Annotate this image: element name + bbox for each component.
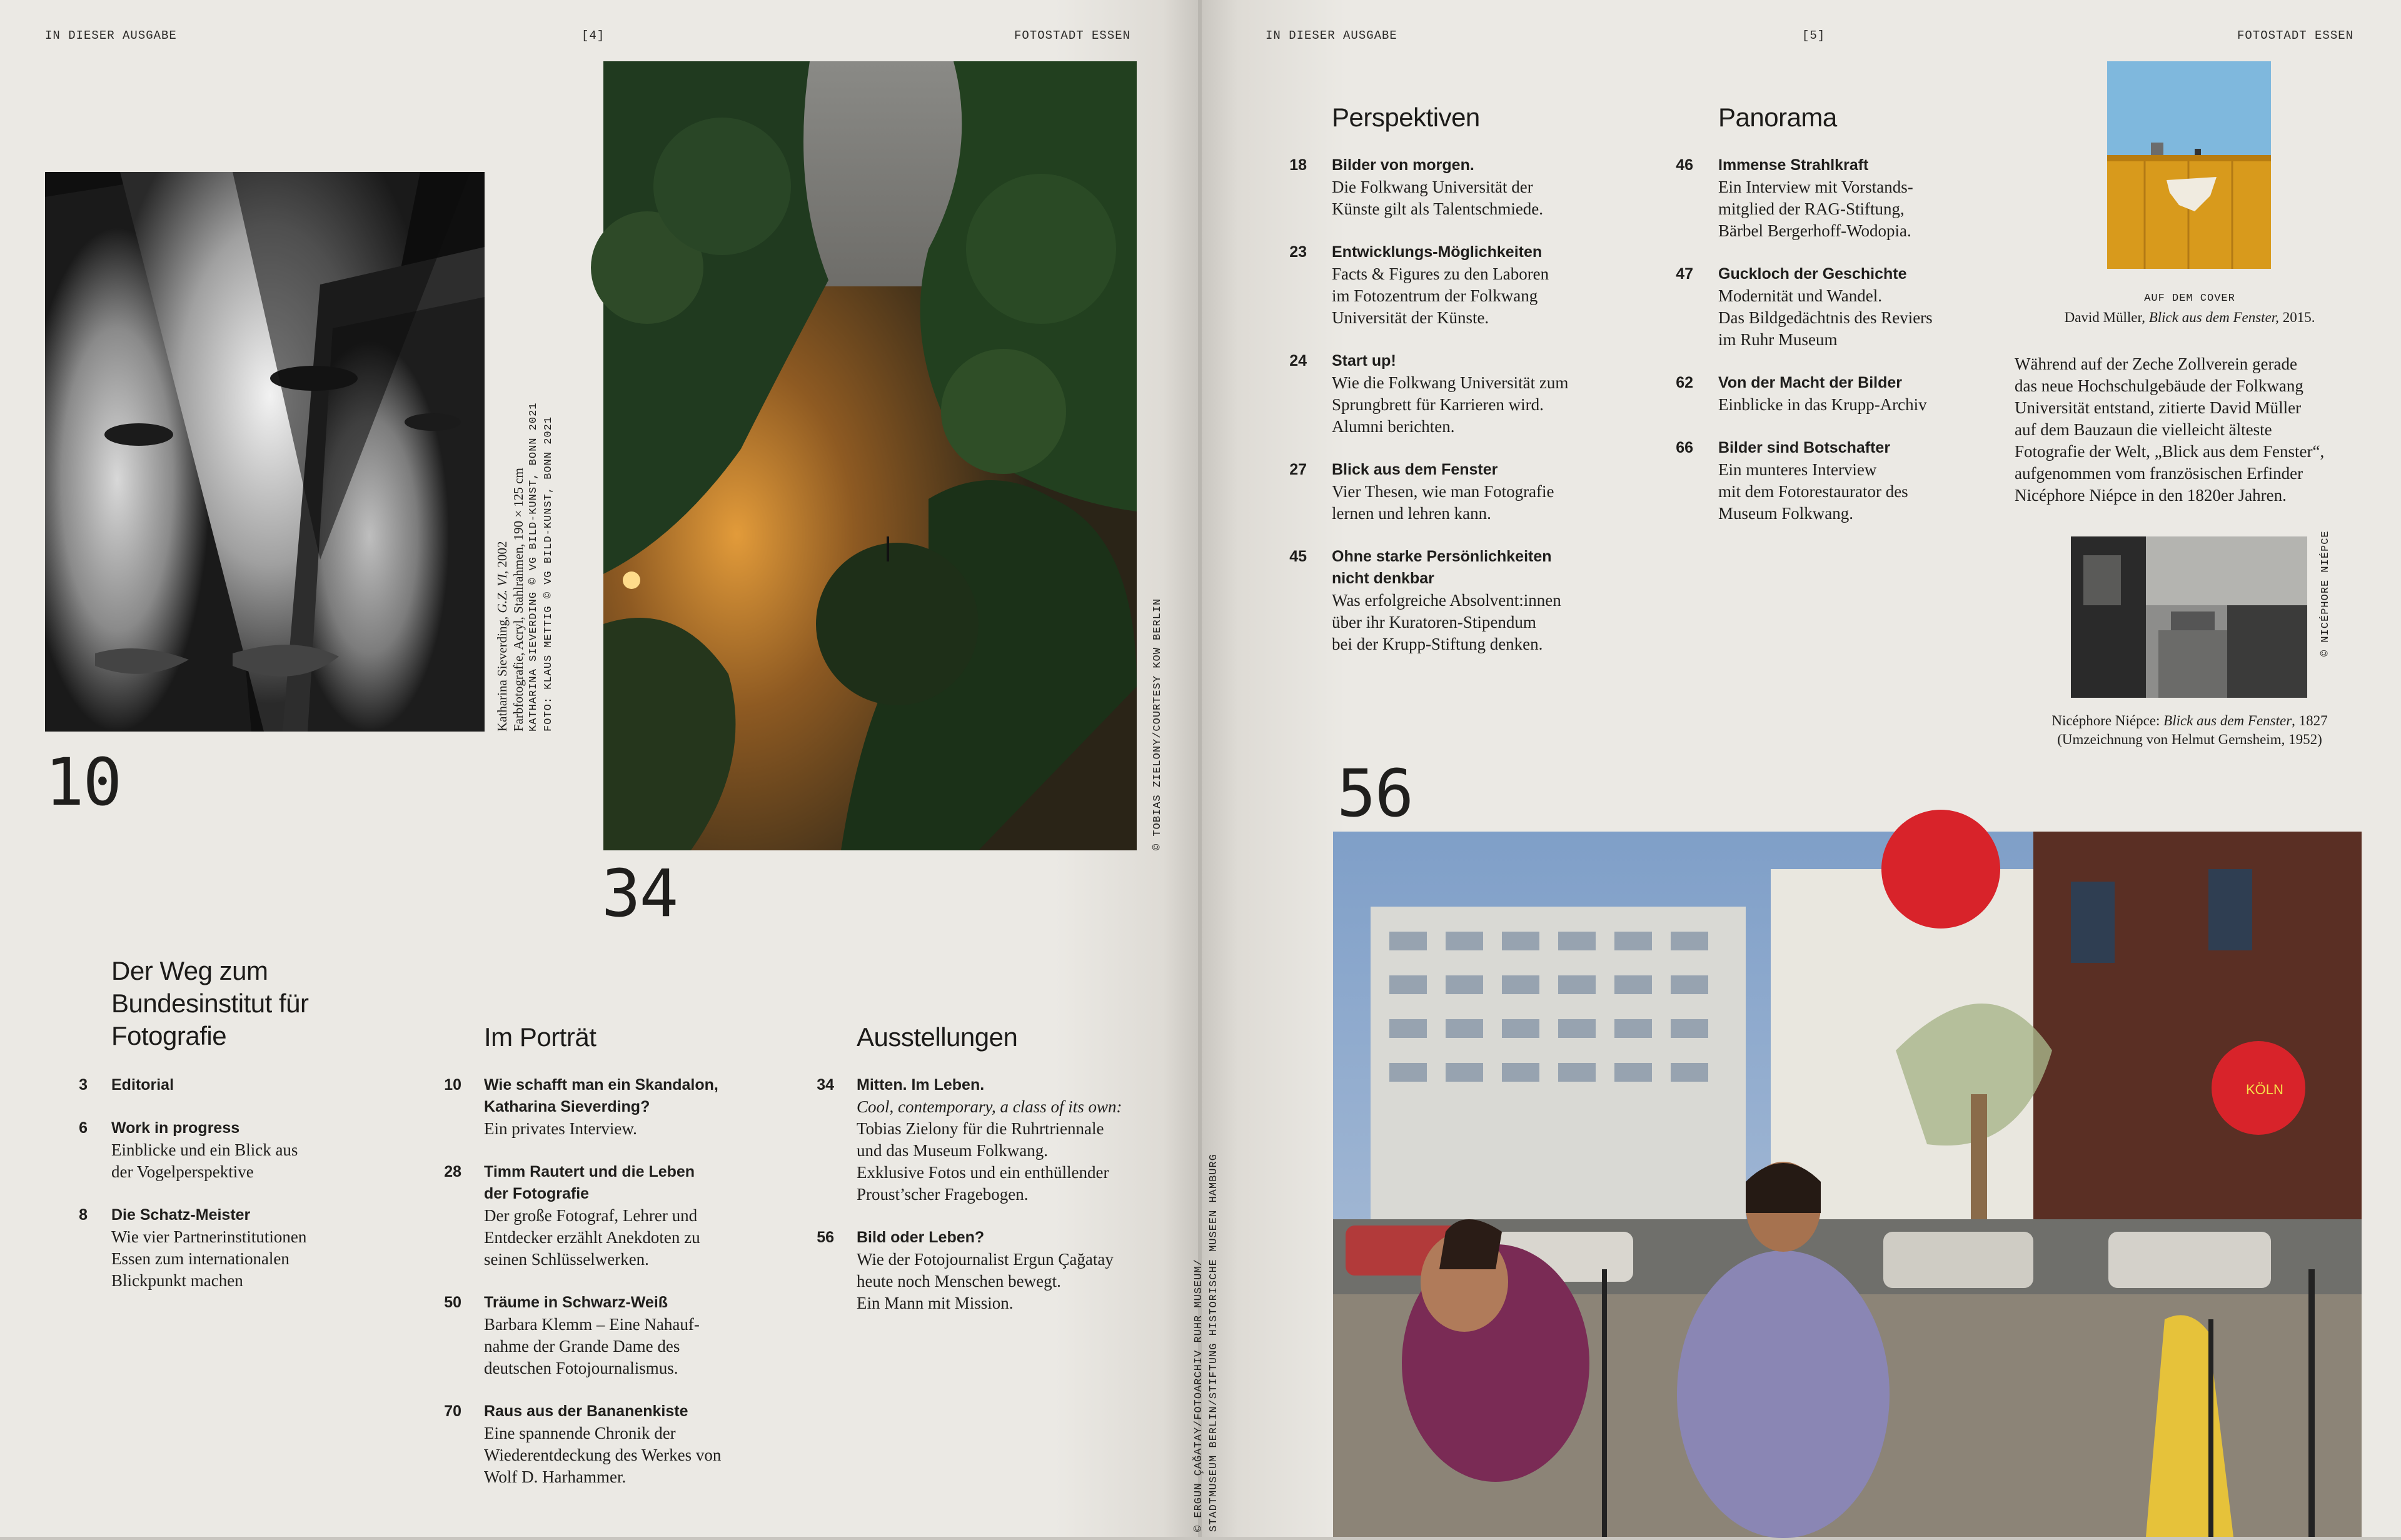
toc-panorama: [1662, 154, 1987, 546]
toc-item[interactable]: 62 Von der Macht der Bilder Einblicke in das Krupp-Archiv: [1676, 374, 1927, 414]
toc-item[interactable]: 28 Timm Rautert und die Leben der Fotografie Der große Fotograf, Lehrer und Entdecker erzählt Anekdoten zu seinen Schlüsselwerken.: [444, 1163, 700, 1269]
toc-portraet: [430, 1074, 755, 1509]
running-head-right: FOTOSTADT ESSEN: [1014, 29, 1131, 43]
toc-item[interactable]: 23 Entwicklungs-Möglichkeiten Facts & Figures zu den Laboren im Fotozentrum der Folkwang Universität der Künste.: [1289, 243, 1549, 327]
caption-title: G.Z. VI,: [495, 570, 510, 613]
toc-item[interactable]: 34 Mitten. Im Leben. Cool, contemporary, a class of its own: Tobias Zielony für die Ruhrtriennale und das Museum Folkwang. Exklusive Fotos und ein enthüllender Proust’scher Fragebogen.: [817, 1076, 1122, 1204]
toc-item[interactable]: 10 Wie schafft man ein Skandalon, Katharina Sieverding? Ein privates Interview.: [444, 1076, 718, 1138]
section-title-portraet: Im Porträt: [484, 1022, 596, 1052]
children-photo-credit: © ERGUN ÇAĞATAY/FOTOARCHIV RUHR MUSEUM/ STADTMUSEUM BERLIN/STIFTUNG HISTORISCHE MUSEEN HAMBURG: [1193, 1154, 1220, 1532]
running-head-right: FOTOSTADT ESSEN: [2237, 29, 2354, 43]
balloon-text: KÖLN: [2246, 1082, 2283, 1097]
running-head-left: IN DIESER AUSGABE: [1266, 29, 1397, 43]
section-title-bundesinstitut: Der Weg zum Bundesinstitut für Fotografie: [111, 956, 309, 1050]
toc-item[interactable]: 66 Bilder sind Botschafter Ein munteres Interview mit dem Fotorestaurator des Museum Folkwang.: [1676, 439, 1908, 523]
street-trees-photo: [603, 61, 1137, 850]
toc-item[interactable]: 45 Ohne starke Persönlichkeiten nicht denkbar Was erfolgreiche Absolvent:innen über ihr Kuratoren-Stipendum bei der Krupp-Stiftung denken.: [1289, 548, 1561, 653]
toc-item[interactable]: 18 Bilder von morgen. Die Folkwang Universität der Künste gilt als Talentschmiede.: [1289, 156, 1544, 218]
niepce-caption-title: Blick aus dem Fenster: [2163, 713, 2292, 728]
section-title-perspektiven: Perspektiven: [1332, 103, 1480, 132]
toc-item[interactable]: 46 Immense Strahlkraft Ein Interview mit Vorstands- mitglied der RAG-Stiftung, Bärbel Bergerhoff-Wodopia.: [1676, 156, 1913, 240]
caption-photo-credit: FOTO: KLAUS METTIG © VG BILD-KUNST, BONN 2021: [543, 416, 555, 732]
niepce-caption-year: , 1827: [2292, 713, 2328, 728]
page-number: [4]: [581, 29, 605, 43]
niepce-caption-author: Nicéphore Niépce:: [2051, 713, 2164, 728]
left-page: [0, 0, 1199, 1537]
page-ref-10: 10: [45, 744, 121, 820]
toc-perspektiven: [1276, 154, 1626, 677]
page-number: [5]: [1802, 29, 1826, 43]
caption-artist: Katharina Sieverding,: [495, 613, 510, 732]
toc-item[interactable]: 56 Bild oder Leben? Wie der Fotojournalist Ergun Çağatay heute noch Menschen bewegt. Ein Mann mit Mission.: [817, 1229, 1114, 1312]
toc-item[interactable]: 8 Die Schatz-Meister Wie vier Partnerinstitutionen Essen zum internationalen Blickpunkt machen: [79, 1206, 307, 1290]
right-page: [1193, 0, 2401, 1537]
cover-description: Während auf der Zeche Zollverein gerade das neue Hochschulgebäude der Folkwang Universität entstand, zitierte David Müller auf dem Bauzaun die vielleicht älteste Fotografie der Welt, „Blick aus dem Fenster“, aufgenommen vom französischen Erfinder Nicéphore Niépce in den 1820er Jahren.: [2015, 355, 2325, 505]
toc-item[interactable]: 3 Editorial: [79, 1076, 174, 1094]
page-ref-34: 34: [602, 855, 678, 932]
section-title-panorama: Panorama: [1718, 103, 1837, 132]
niepce-caption-note: (Umzeichnung von Helmut Gernsheim, 1952): [2057, 732, 2322, 747]
niepce-credit: © NICÉPHORE NIÉPCE: [2320, 530, 2332, 657]
toc-item[interactable]: 24 Start up! Wie die Folkwang Universität zum Sprungbrett für Karrieren wird. Alumni berichten.: [1289, 352, 1569, 436]
toc-bundesinstitut: [56, 1074, 369, 1313]
cover-caption: [2021, 293, 2358, 327]
cover-caption-author: David Müller,: [2064, 310, 2149, 325]
niepce-photo: [2071, 536, 2307, 698]
page-ref-56: 56: [1337, 755, 1413, 832]
cover-thumbnail: [2107, 61, 2271, 269]
toc-item[interactable]: 27 Blick aus dem Fenster Vier Thesen, wie man Fotografie lernen und lehren kann.: [1289, 461, 1554, 523]
section-title-ausstellungen: Ausstellungen: [857, 1022, 1018, 1052]
caption-year: 2002: [495, 541, 510, 571]
children-street-photo: [1333, 832, 2362, 1537]
caption-medium: Farbfotografie, Acryl, Stahlrahmen, 190 × 125 cm: [511, 468, 526, 732]
caption-copyright: KATHARINA SIEVERDING © VG BILD-KUNST, BONN 2021: [528, 402, 540, 732]
cover-caption-title: Blick aus dem Fenster,: [2148, 310, 2279, 325]
toc-item[interactable]: 47 Guckloch der Geschichte Modernität und Wandel. Das Bildgedächtnis des Reviers im Ruhr Museum: [1676, 265, 1933, 349]
portrait-caption: [494, 403, 556, 732]
niepce-caption: [1990, 712, 2390, 749]
toc-item[interactable]: 50 Träume in Schwarz-Weiß Barbara Klemm – Eine Nahauf- nahme der Grande Dame des deutschen Fotojournalismus.: [444, 1294, 700, 1377]
cover-label: AUF DEM COVER: [2144, 293, 2235, 304]
portrait-photo: [45, 172, 485, 732]
toc-item[interactable]: 6 Work in progress Einblicke und ein Blick aus der Vogelperspektive: [79, 1119, 298, 1181]
toc-item[interactable]: 70 Raus aus der Bananenkiste Eine spannende Chronik der Wiederentdeckung des Werkes von Wolf D. Harhammer.: [444, 1402, 722, 1486]
cover-caption-year: 2015.: [2278, 310, 2315, 325]
running-head-left: IN DIESER AUSGABE: [45, 29, 177, 43]
street-photo-credit: © TOBIAS ZIELONY/COURTESY KOW BERLIN: [1152, 598, 1164, 850]
toc-ausstellungen: [803, 1074, 1153, 1336]
